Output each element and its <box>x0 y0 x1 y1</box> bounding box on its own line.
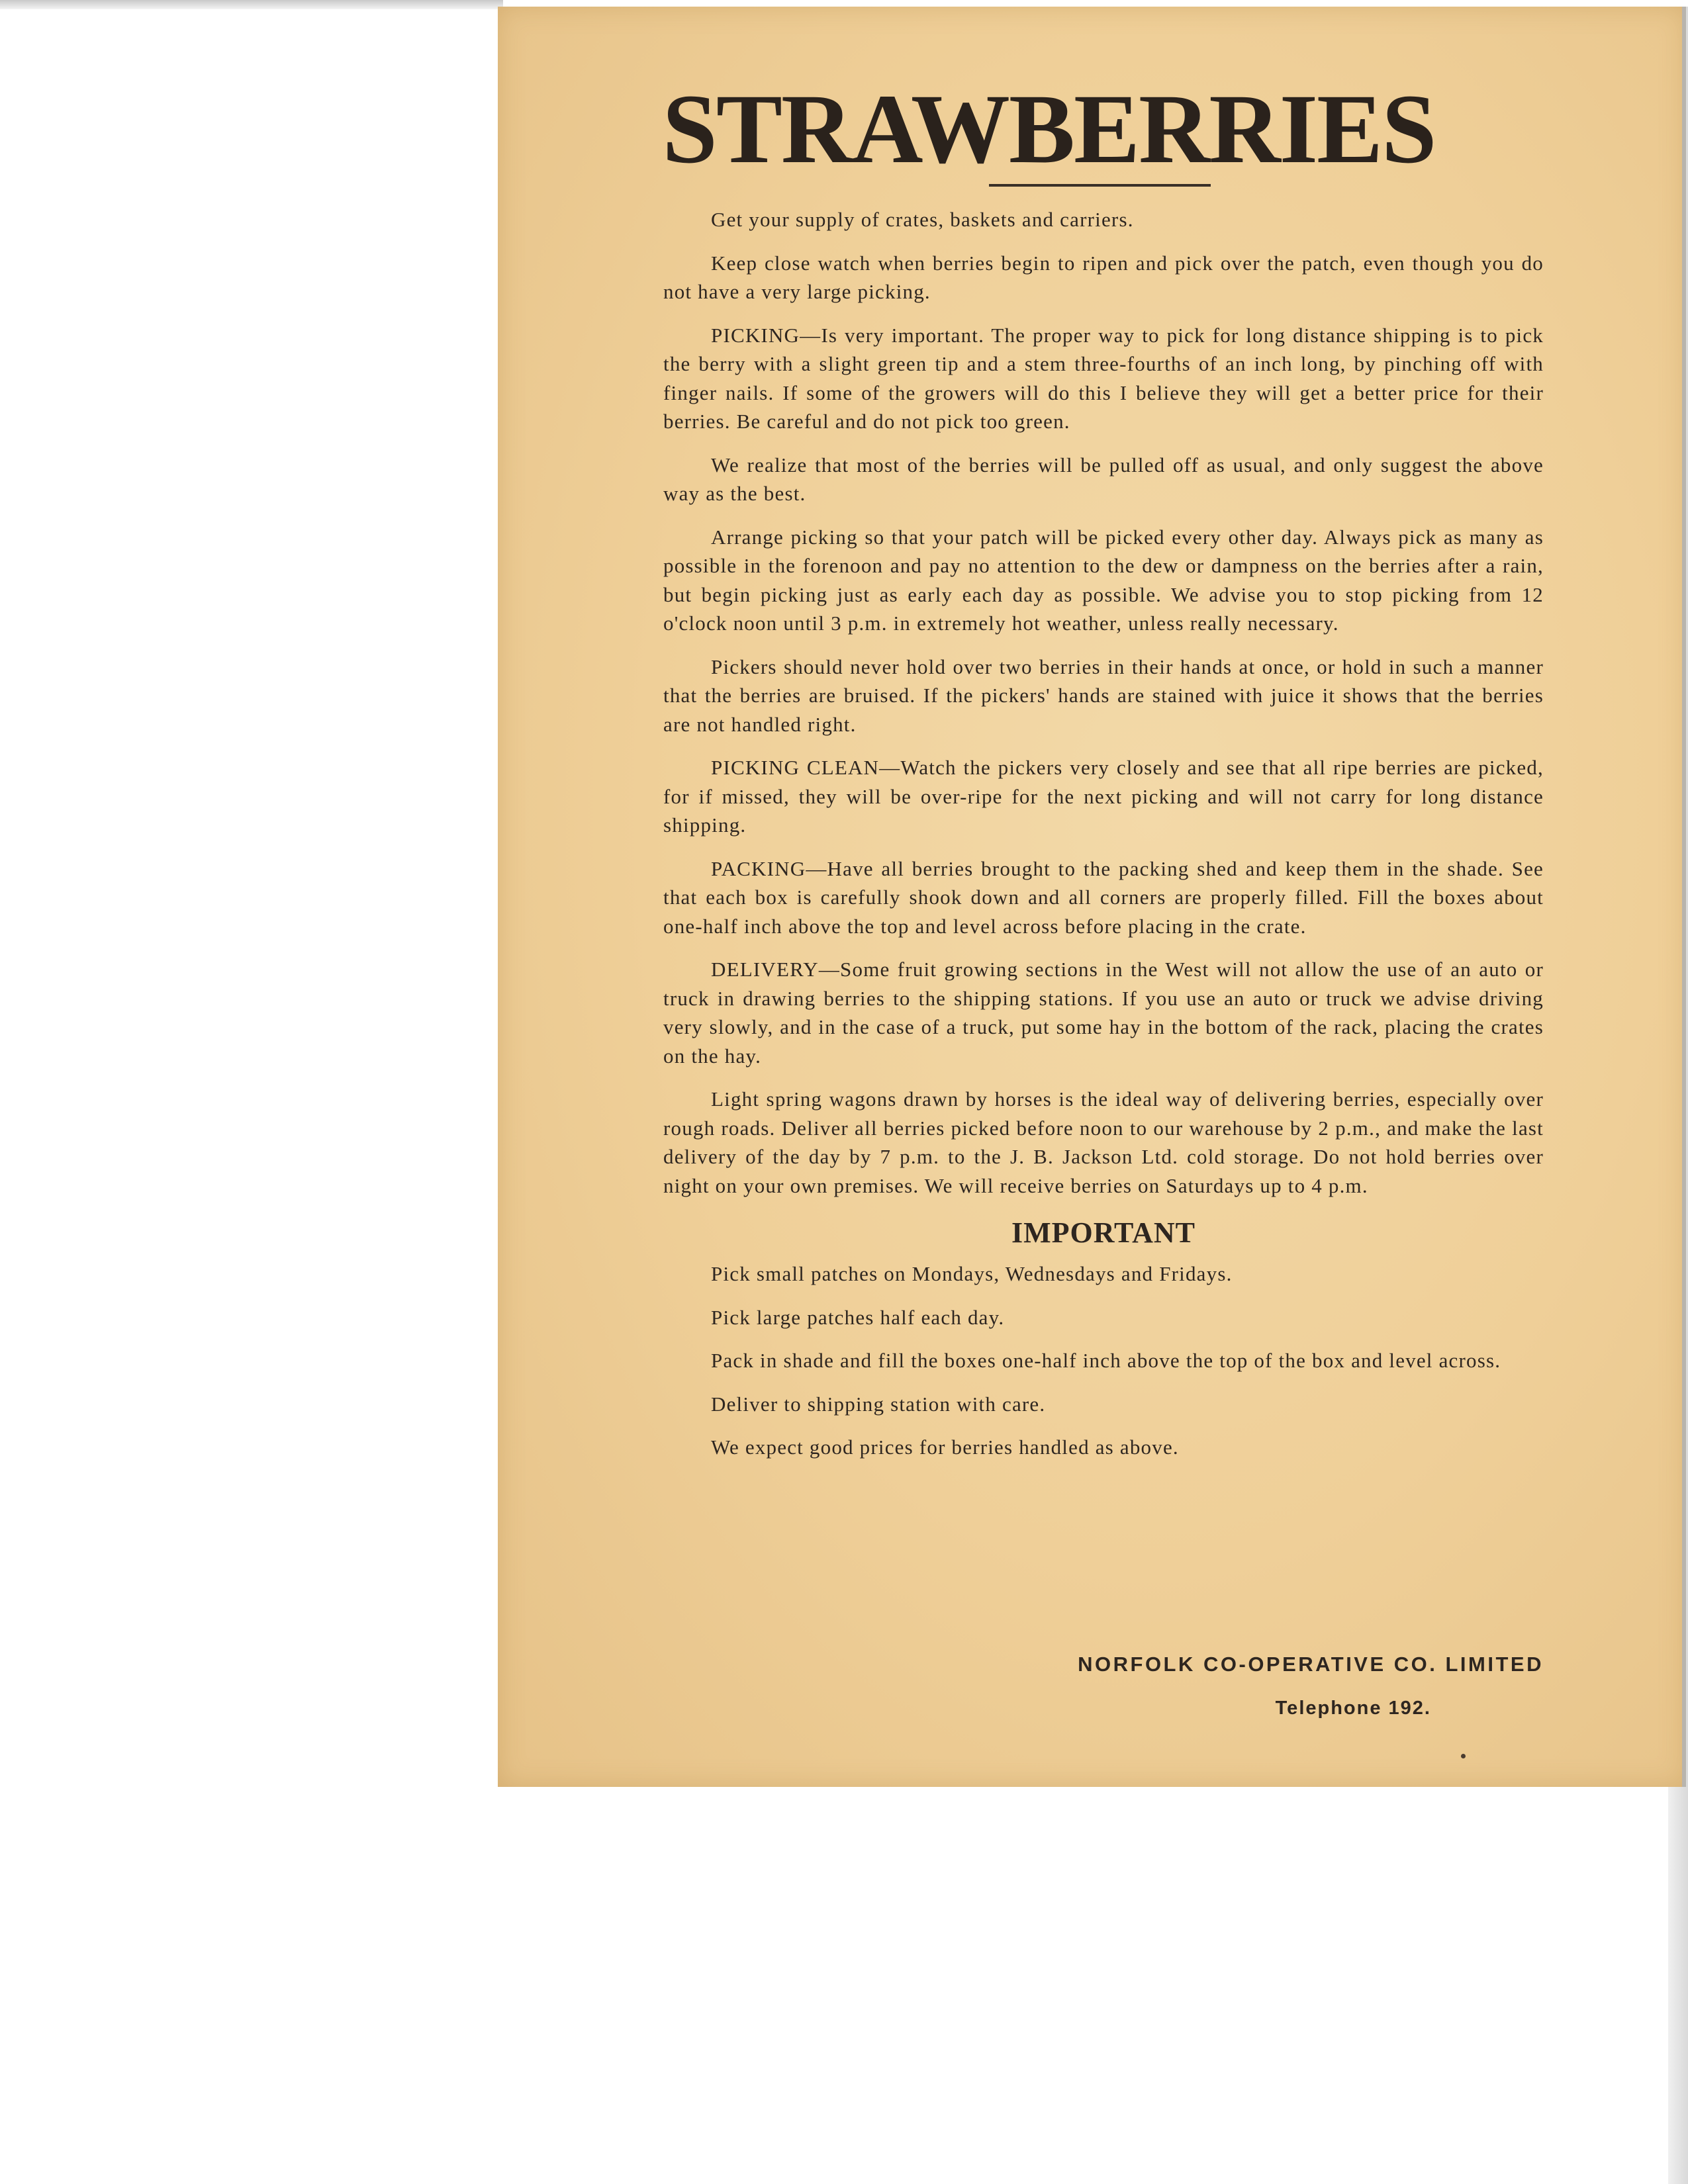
telephone-number: Telephone 192. <box>1275 1698 1431 1719</box>
paragraph-supplies: Get your supply of crates, baskets and carriers. <box>711 208 1134 231</box>
paragraph-pulled-off: We realize that most of the berries will be pulled off as usual, and only suggest the above way as the best. <box>663 453 1544 505</box>
important-item: We expect good prices for berries handled as above. <box>711 1435 1179 1459</box>
paragraph-arrange-picking: Arrange picking so that your patch will be picked every other day. Always pick as many as possible in the forenoon and pay no attention to the dew or dampness on the berries after a rain, but begin picking just as early each day as possible. We advise you to stop picking from 12 o'clock noon until 3 p.m. in extremely hot weather, unless really necessary. <box>663 525 1544 635</box>
important-heading: IMPORTANT <box>1011 1216 1196 1249</box>
company-signature: NORFOLK CO-OPERATIVE CO. LIMITED <box>1078 1653 1544 1676</box>
paragraph-packing: PACKING—Have all berries brought to the packing shed and keep them in the shade. See that each box is carefully shook down and all corners are properly filled. Fill the boxes about one-half inch above the top and level across before placing in the crate. <box>663 856 1544 938</box>
paragraph-pickers: Pickers should never hold over two berries in their hands at once, or hold in such a manner that the berries are bruised. If the pickers' hands are stained with juice it shows that the berries are not handled right. <box>663 655 1544 736</box>
important-item: Pack in shade and fill the boxes one-half inch above the top of the box and level across. <box>711 1349 1501 1372</box>
paragraph-watch: Keep close watch when berries begin to ripen and pick over the patch, even though you do not have a very large picking. <box>663 251 1544 303</box>
title-underline <box>989 184 1211 187</box>
page-title: STRAWBERRIES <box>662 74 1436 184</box>
flyer-page <box>498 7 1686 1787</box>
scan-top-edge <box>0 0 503 9</box>
important-item: Pick small patches on Mondays, Wednesdays and Fridays. <box>711 1262 1233 1285</box>
paragraph-delivery: DELIVERY—Some fruit growing sections in the West will not allow the use of an auto or truck in drawing berries to the shipping stations. If you use an auto or truck we advise driving very slowly, and in the case of a truck, put some hay in the bottom of the rack, placing the crates on the hay. <box>663 958 1544 1068</box>
paper-speck <box>1461 1754 1466 1758</box>
important-item: Pick large patches half each day. <box>711 1305 1005 1329</box>
paragraph-wagons: Light spring wagons drawn by horses is the ideal way of delivering berries, especially over rough roads. Deliver all berries picked before noon to our warehouse by 2 p.m., and make the last delivery of the day by 7 p.m. to the J. B. Jackson Ltd. cold storage. Do not hold berries over night on your own premises. We will receive berries on Saturdays up to 4 p.m. <box>663 1087 1544 1197</box>
paragraph-picking: PICKING—Is very important. The proper way to pick for long distance shipping is to pick the berry with a slight green tip and a stem three-fourths of an inch long, by pinching off with finger nails. If some of the growers will do this I believe they will get a better price for their berries. Be careful and do not pick too green. <box>663 323 1544 433</box>
important-list <box>663 1259 1544 1462</box>
flyer-body <box>663 205 1544 1477</box>
paragraph-picking-clean: PICKING CLEAN—Watch the pickers very closely and see that all ripe berries are picked, for if missed, they will be over-ripe for the next picking and will not carry for long distance shipping. <box>663 756 1544 837</box>
important-item: Deliver to shipping station with care. <box>711 1392 1046 1416</box>
